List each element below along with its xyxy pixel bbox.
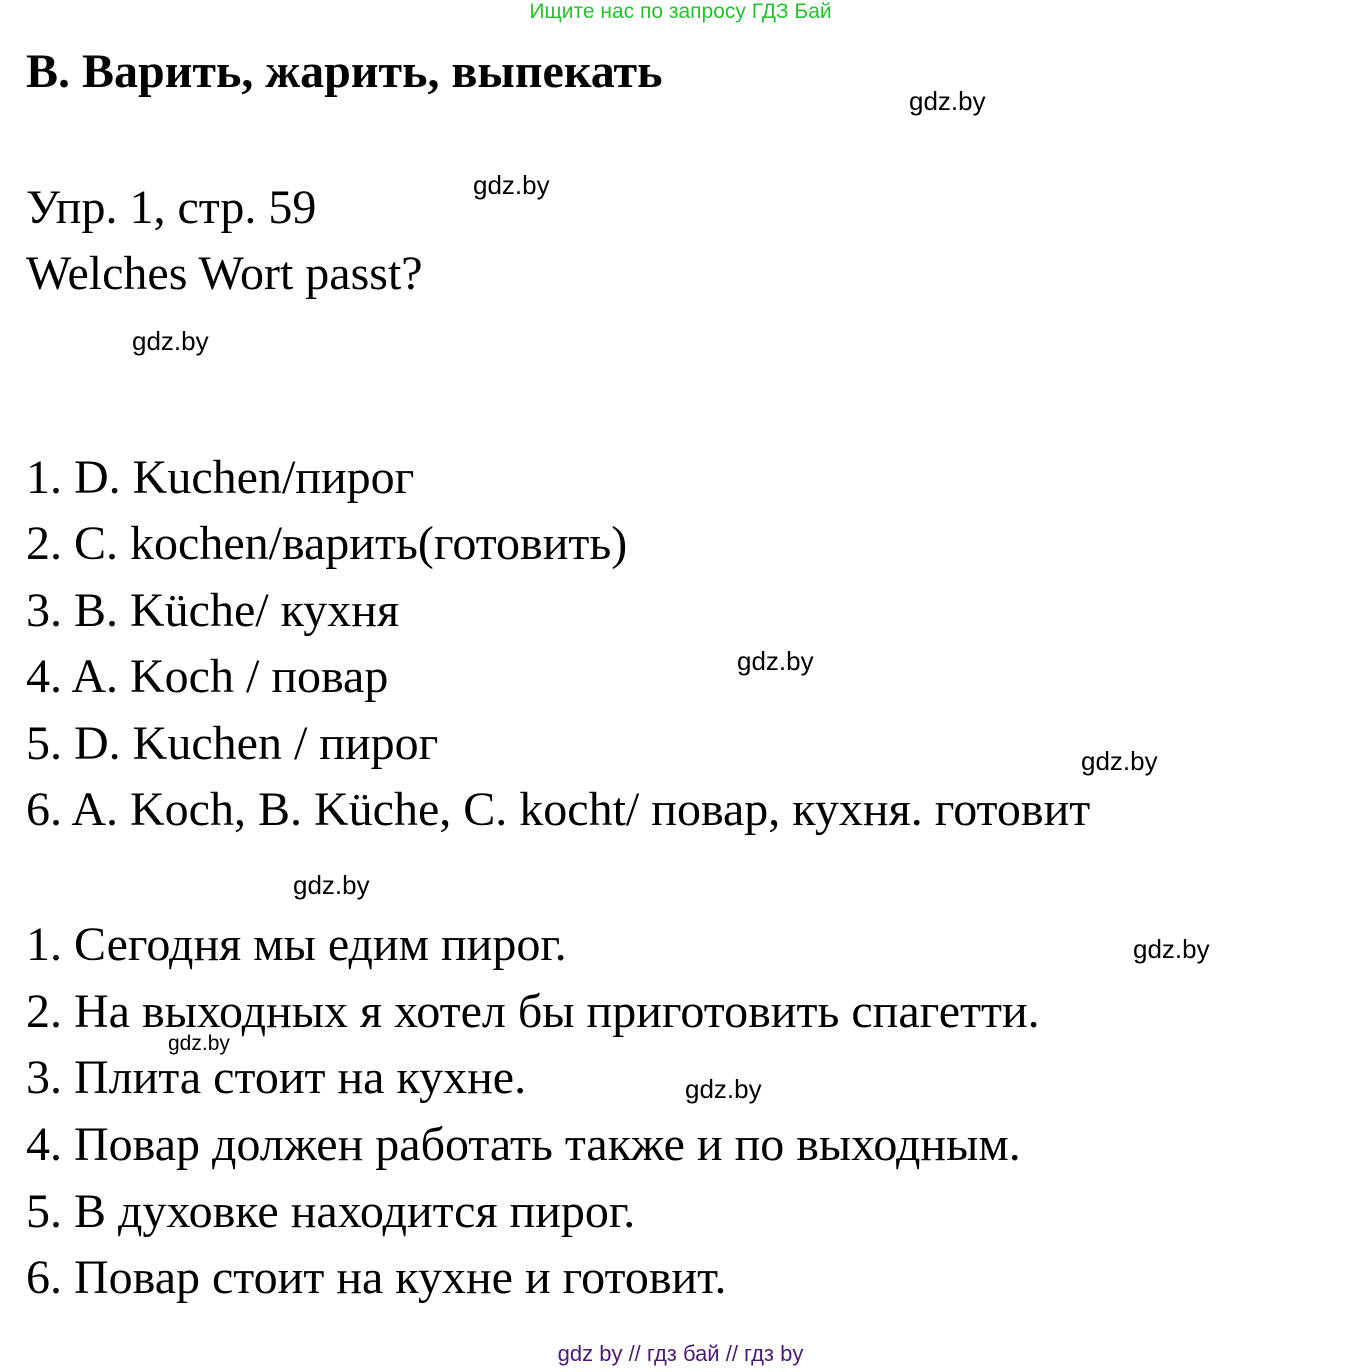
- search-banner[interactable]: Ищите нас по запросу ГДЗ Бай: [529, 0, 832, 23]
- answer-item: 2. C. kochen/варить(готовить): [26, 517, 628, 570]
- exercise-number: Упр. 1, стр. 59: [26, 181, 317, 234]
- watermark: gdz.by: [168, 1032, 230, 1055]
- answer-item: 3. B. Küche/ кухня: [26, 584, 400, 637]
- watermark: gdz.by: [132, 326, 209, 356]
- watermark: gdz.by: [473, 170, 550, 200]
- watermark: gdz.by: [293, 870, 370, 900]
- section-title: B. Варить, жарить, выпекать: [26, 45, 663, 98]
- answer-item: 4. A. Koch / повар: [26, 650, 389, 703]
- watermark: gdz.by: [909, 86, 986, 116]
- answer-item: 6. A. Koch, B. Küche, C. kocht/ повар, кухня. готовит: [26, 783, 1091, 836]
- watermark: gdz.by: [1133, 934, 1210, 964]
- translation-item: 2. На выходных я хотел бы приготовить спагетти.: [26, 985, 1040, 1038]
- watermark: gdz.by: [685, 1074, 762, 1104]
- translation-item: 6. Повар стоит на кухне и готовит.: [26, 1251, 727, 1304]
- watermark: gdz.by: [737, 646, 814, 676]
- answer-item: 1. D. Kuchen/пирог: [26, 451, 415, 504]
- translation-item: 5. В духовке находится пирог.: [26, 1185, 636, 1238]
- translation-item: 3. Плита стоит на кухне.: [26, 1051, 527, 1104]
- translation-item: 1. Сегодня мы едим пирог.: [26, 918, 567, 971]
- answer-item: 5. D. Kuchen / пирог: [26, 717, 439, 770]
- footer-links[interactable]: gdz by // гдз бай // гдз by: [557, 1341, 804, 1366]
- translation-item: 4. Повар должен работать также и по выходным.: [26, 1118, 1021, 1171]
- exercise-question: Welches Wort passt?: [26, 247, 423, 300]
- watermark: gdz.by: [1081, 746, 1158, 776]
